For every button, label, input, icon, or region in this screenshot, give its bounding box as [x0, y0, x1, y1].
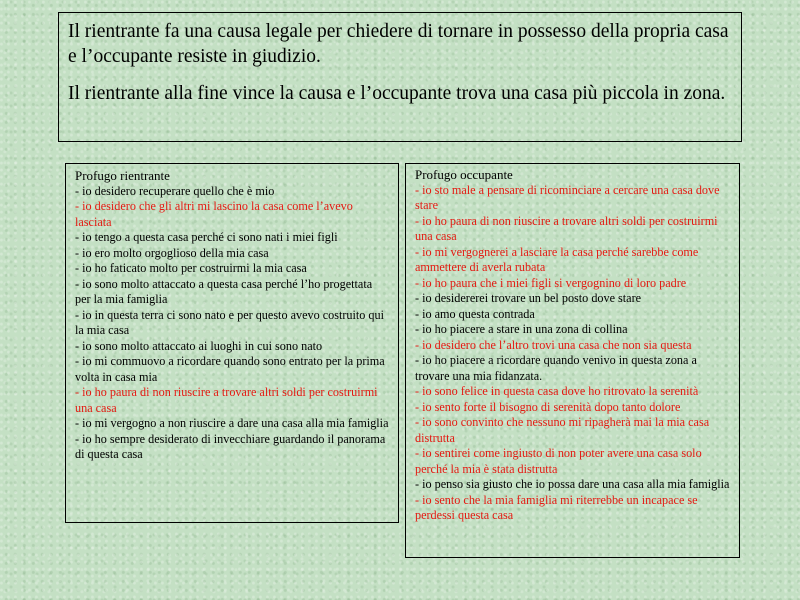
returnee-refugee-box	[65, 163, 399, 523]
statement-item: - io ho faticato molto per costruirmi la mia casa	[75, 261, 307, 275]
statement-item: - io desidero che gli altri mi lascino la casa come l’avevo lasciata	[75, 199, 353, 229]
statement-item: - io desidero che l’altro trovi una casa che non sia questa	[415, 337, 692, 352]
statement-item: - io sento che la mia famiglia mi riterrebbe un incapace se perdessi questa casa	[415, 492, 698, 522]
statement-item: - io sono molto attaccato a questa casa perché l’ho progettata per la mia famiglia	[75, 276, 373, 306]
statement-item: - io desidero recuperare quello che è mio	[75, 183, 275, 198]
occupant-statements-list	[415, 183, 731, 524]
statement-item: - io sento forte il bisogno di serenità dopo tanto dolore	[415, 399, 681, 414]
statement-item: - io ho paura che i miei figli si vergognino di loro padre	[415, 275, 687, 290]
statement-item: - io mi vergognerei a lasciare la casa perché sarebbe come ammettere di averla rubata	[415, 244, 699, 274]
statement-item: - io sentirei come ingiusto di non poter avere una casa solo perché la mia è stata distrutta	[415, 446, 702, 476]
intro-paragraph: Il rientrante fa una causa legale per chiedere di tornare in possesso della propria casa e l’occupante resiste in giudizio.	[68, 21, 729, 67]
occupant-title: Profugo occupante	[415, 167, 513, 182]
intro-box	[58, 12, 742, 142]
statement-item: - io tengo a questa casa perché ci sono nati i miei figli	[75, 230, 338, 244]
statement-item: - io in questa terra ci sono nato e per questo avevo costruito qui la mia casa	[75, 307, 385, 337]
statement-item: - io ero molto orgoglioso della mia casa	[75, 245, 269, 260]
statement-item: - io ho piacere a ricordare quando venivo in questa zona a trovare una mia fidanzata.	[415, 353, 697, 383]
statement-item: - io ho paura di non riuscire a trovare altri soldi per costruirmi una casa	[75, 385, 378, 415]
statement-item: - io sono felice in questa casa dove ho ritrovato la serenità	[415, 384, 699, 398]
statement-item: - io sono molto attaccato ai luoghi in cui sono nato	[75, 338, 323, 353]
statement-item: - io mi commuovo a ricordare quando sono entrato per la prima volta in casa mia	[75, 354, 385, 384]
occupant-refugee-box	[405, 163, 740, 558]
statement-item: - io sto male a pensare di ricominciare a cercare una casa dove stare	[415, 182, 720, 212]
intro-paragraph: Il rientrante alla fine vince la causa e l’occupante trova una casa più piccola in zona.	[68, 83, 726, 104]
statement-item: - io penso sia giusto che io possa dare una casa alla mia famiglia	[415, 477, 730, 491]
returnee-statements-list	[75, 184, 390, 463]
statement-item: - io amo questa contrada	[415, 306, 535, 321]
statement-item: - io ho piacere a stare in una zona di collina	[415, 322, 628, 336]
statement-item: - io desidererei trovare un bel posto dove stare	[415, 291, 642, 305]
statement-item: - io ho paura di non riuscire a trovare altri soldi per costruirmi una casa	[415, 213, 718, 243]
statement-item: - io sono convinto che nessuno mi ripagherà mai la mia casa distrutta	[415, 415, 710, 445]
returnee-title: Profugo rientrante	[75, 168, 170, 183]
statement-item: - io mi vergogno a non riuscire a dare una casa alla mia famiglia	[75, 416, 389, 430]
statement-item: - io ho sempre desiderato di invecchiare guardando il panorama di questa casa	[75, 431, 386, 461]
